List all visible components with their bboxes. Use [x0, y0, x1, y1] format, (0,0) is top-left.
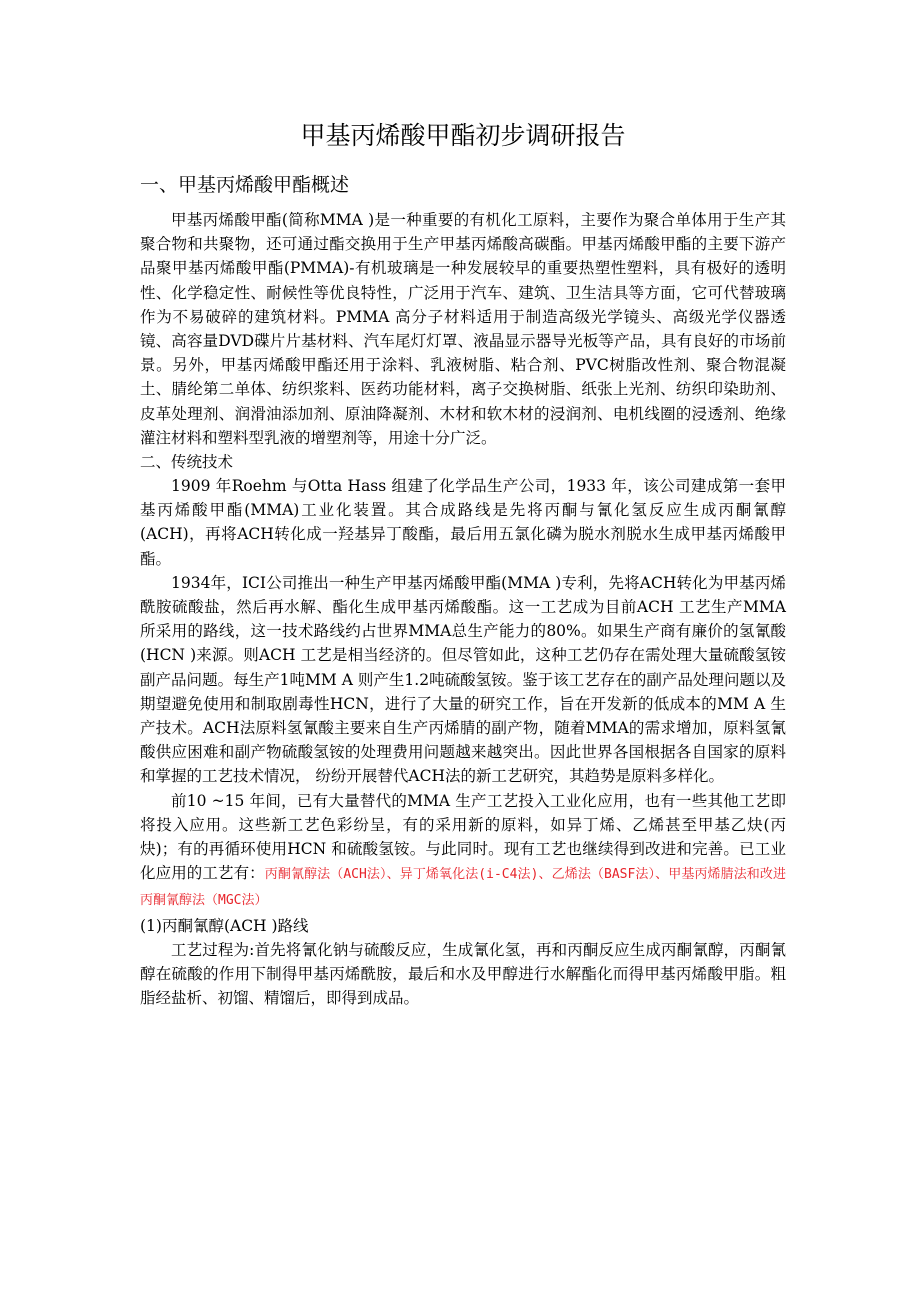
ach-process-paragraph: 工艺过程为:首先将氰化钠与硫酸反应，生成氰化氢，再和丙酮反应生成丙酮氰醇，丙酮氰醇在硫酸的作用下制得甲基丙烯酰胺，最后和水及甲醇进行水解酯化而得甲基丙烯酸甲脂。粗脂经盐析、初馏、精馏后，即得到成品。 — [140, 940, 786, 1008]
section-heading-traditional-tech: 二、传统技术 — [140, 453, 234, 472]
overview-paragraph: 甲基丙烯酸甲酯(简称MMA )是一种重要的有机化工原料，主要作为聚合单体用于生产其聚合物和共聚物，还可通过酯交换用于生产甲基丙烯酸高碳酯。甲基丙烯酸甲酯的主要下游产品聚甲基丙烯酸甲酯(PMMA)-有机玻璃是一种发展较早的重要热塑性塑料，具有极好的透明性、化学稳定性、耐候性等优良特性，广泛用于汽车、建筑、卫生洁具等方面，它可代替玻璃作为不易破碎的建筑材料。PMMA 高分子材料适用于制造高级光学镜头、高级光学仪器透镜、高容量DVD碟片片基材料、汽车尾灯灯罩、液晶显示器导光板等产品，具有良好的市场前景。另外，甲基丙烯酸甲酯还用于涂料、乳液树脂、粘合剂、PVC树脂改性剂、聚合物混凝土、腈纶第二单体、纺织浆料、医药功能材料，离子交换树脂、纸张上光剂、纺织印染助剂、皮革处理剂、润滑油添加剂、原油降凝剂、木材和软木材的浸润剂、电机线圈的浸透剂、绝缘灌注材料和塑料型乳液的增塑剂等，用途十分广泛。 — [140, 211, 786, 447]
ach-route-heading: (1)丙酮氰醇(ACH )路线 — [140, 916, 309, 935]
document-page — [140, 116, 786, 1011]
section-heading-overview: 一、甲基丙烯酸甲酯概述 — [140, 174, 350, 196]
new-processes-paragraph — [140, 789, 786, 914]
document-title: 甲基丙烯酸甲酯初步调研报告 — [300, 121, 626, 150]
industrial-processes-highlight: 丙酮氰醇法（ACH法）、异丁烯氧化法(i-C4法)、乙烯法（BASF法）、甲基丙烯腈法和改进丙酮氰醇法（MGC法） — [140, 867, 786, 909]
history-paragraph: 1909 年Roehm 与Otta Hass 组建了化学品生产公司，1933 年，该公司建成第一套甲基丙烯酸甲酯(MMA)工业化装置。其合成路线是先将丙酮与氰化氢反应生成丙酮氰醇(ACH)，再将ACH转化成一羟基异丁酸酯，最后用五氯化磷为脱水剂脱水生成甲基丙烯酸甲酯。 — [140, 477, 786, 568]
ici-process-paragraph: 1934年，ICI公司推出一种生产甲基丙烯酸甲酯(MMA )专利，先将ACH转化为甲基丙烯酰胺硫酸盐，然后再水解、酯化生成甲基丙烯酸酯。这一工艺成为目前ACH 工艺生产MMA 所采用的路线，这一技术路线约占世界MMA总生产能力的80%。如果生产商有廉价的氢氰酸(HCN )来源。则ACH 工艺是相当经济的。但尽管如此，这种工艺仍存在需处理大量硫酸氢铵副产品问题。每生产1吨MM A 则产生1.2吨硫酸氢铵。鉴于该工艺存在的副产品处理问题以及期望避免使用和制取剧毒性HCN，进行了大量的研究工作，旨在开发新的低成本的MM A 生产技术。ACH法原料氢氰酸主要来自生产丙烯腈的副产物，随着MMA的需求增加，原料氢氰酸供应困难和副产物硫酸氢铵的处理费用问题越来越突出。因此世界各国根据各自国家的原料和掌握的工艺技术情况， 纷纷开展替代ACH法的新工艺研究，其趋势是原料多样化。 — [140, 573, 786, 786]
new-processes-text: 前10 ~15 年间，已有大量替代的MMA 生产工艺投入工业化应用，也有一些其他工艺即将投入应用。这些新工艺色彩纷呈，有的采用新的原料，如异丁烯、乙烯甚至甲基乙炔(丙炔)；有的再循环使用HCN 和硫酸氢铵。与此同时。现有工艺也继续得到改进和完善。已工业化应用的工艺有： — [140, 791, 786, 883]
